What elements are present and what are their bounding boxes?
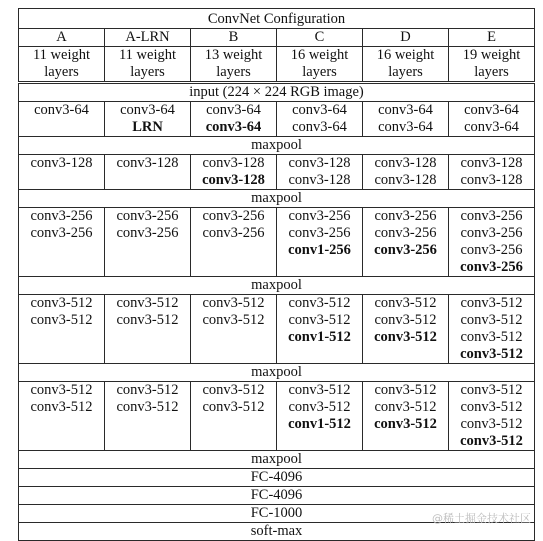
weight-count: 19 weight [462, 47, 521, 63]
maxpool-label: maxpool [19, 277, 535, 295]
conv-block-cell [19, 102, 105, 137]
conv-block-cell [449, 102, 535, 137]
classifier-label: soft-max [19, 523, 535, 541]
weight-unit: layers [474, 64, 509, 80]
layer-label: conv3-512 [202, 382, 265, 398]
layer-label: conv1-512 [288, 416, 351, 432]
layer-label: conv3-64 [292, 119, 347, 135]
conv-block-cell [277, 382, 363, 451]
layer-label: conv3-512 [30, 399, 93, 415]
layer-label: conv3-128 [30, 155, 93, 171]
weight-layers-cell [191, 47, 277, 83]
weight-layers-cell [105, 47, 191, 83]
layer-label: conv3-64 [34, 102, 89, 118]
conv-block-cell [191, 382, 277, 451]
conv-block-cell [277, 102, 363, 137]
layer-label: conv3-256 [374, 208, 437, 224]
weight-count: 13 weight [204, 47, 263, 63]
config-letter: D [363, 29, 449, 47]
classifier-label: FC-1000 [19, 505, 535, 523]
layer-label: conv3-256 [460, 242, 523, 258]
layer-label: conv3-512 [116, 295, 179, 311]
weight-count: 16 weight [290, 47, 349, 63]
layer-label: conv3-256 [460, 259, 523, 275]
weight-unit: layers [388, 64, 423, 80]
layer-label: conv3-512 [202, 295, 265, 311]
layer-label: conv3-512 [460, 416, 523, 432]
config-letter-row [19, 29, 535, 47]
conv-block-row [19, 208, 535, 277]
layer-label: conv3-64 [206, 102, 261, 118]
weight-unit: layers [302, 64, 337, 80]
conv-block-row [19, 295, 535, 364]
config-letter: A-LRN [105, 29, 191, 47]
title-row [19, 9, 535, 29]
maxpool-label: maxpool [19, 137, 535, 155]
maxpool-label: maxpool [19, 451, 535, 469]
weight-unit: layers [216, 64, 251, 80]
convnet-configuration-table [18, 8, 535, 541]
maxpool-row [19, 190, 535, 208]
layer-label: conv3-512 [460, 346, 523, 362]
layer-label: conv3-512 [202, 312, 265, 328]
layer-label: conv3-64 [120, 102, 175, 118]
weight-unit: layers [44, 64, 79, 80]
layer-label: LRN [132, 119, 163, 135]
layer-label: conv3-512 [116, 312, 179, 328]
conv-block-row [19, 382, 535, 451]
conv-block-cell [449, 382, 535, 451]
weight-count: 11 weight [118, 47, 177, 63]
watermark-text: @稀土掘金技术社区 [432, 512, 531, 525]
conv-block-cell [449, 208, 535, 277]
conv-block-cell [105, 382, 191, 451]
layer-label: conv3-512 [288, 382, 351, 398]
layer-label: conv3-256 [374, 242, 437, 258]
layer-label: conv3-512 [460, 312, 523, 328]
layer-label: conv3-256 [202, 208, 265, 224]
config-letter: E [449, 29, 535, 47]
layer-label: conv3-256 [30, 225, 93, 241]
maxpool-row [19, 277, 535, 295]
layer-label: conv3-512 [30, 382, 93, 398]
layer-label: conv3-256 [460, 225, 523, 241]
config-letter: B [191, 29, 277, 47]
conv-block-cell [191, 208, 277, 277]
conv-block-cell [449, 155, 535, 190]
layer-label: conv3-128 [288, 172, 351, 188]
layer-label: conv3-512 [288, 295, 351, 311]
conv-block-cell [105, 295, 191, 364]
layer-label: conv3-512 [374, 295, 437, 311]
conv-block-cell [363, 295, 449, 364]
layer-label: conv3-256 [460, 208, 523, 224]
layer-label: conv3-512 [460, 295, 523, 311]
conv-block-cell [363, 382, 449, 451]
layer-label: conv3-512 [374, 382, 437, 398]
layer-label: conv3-512 [202, 399, 265, 415]
layer-label: conv3-64 [464, 102, 519, 118]
input-label: input (224 × 224 RGB image) [19, 83, 535, 102]
layer-label: conv3-256 [288, 208, 351, 224]
layer-label: conv3-256 [202, 225, 265, 241]
conv-block-cell [363, 208, 449, 277]
classifier-label: FC-4096 [19, 487, 535, 505]
weight-count: 16 weight [376, 47, 435, 63]
layer-label: conv3-64 [292, 102, 347, 118]
conv-block-cell [363, 102, 449, 137]
layer-label: conv3-128 [116, 155, 179, 171]
table-title: ConvNet Configuration [19, 9, 535, 29]
classifier-row [19, 469, 535, 487]
conv-block-cell [105, 102, 191, 137]
layer-label: conv3-64 [205, 119, 262, 135]
conv-block-cell [191, 102, 277, 137]
maxpool-row [19, 451, 535, 469]
config-letter: C [277, 29, 363, 47]
layer-label: conv3-512 [374, 312, 437, 328]
input-row [19, 83, 535, 102]
layer-label: conv3-128 [374, 172, 437, 188]
layer-label: conv3-128 [374, 155, 437, 171]
layer-label: conv3-512 [30, 312, 93, 328]
weight-layers-cell [19, 47, 105, 83]
layer-label: conv1-512 [288, 329, 351, 345]
layer-label: conv3-128 [460, 155, 523, 171]
classifier-row [19, 487, 535, 505]
table-body [19, 9, 535, 541]
layer-label: conv3-512 [460, 329, 523, 345]
layer-label: conv3-128 [202, 172, 265, 188]
conv-block-row [19, 155, 535, 190]
conv-block-cell [19, 295, 105, 364]
layer-label: conv3-512 [374, 329, 437, 345]
layer-label: conv1-256 [288, 242, 351, 258]
conv-block-cell [277, 155, 363, 190]
weight-count: 11 weight [32, 47, 91, 63]
weight-unit: layers [130, 64, 165, 80]
maxpool-row [19, 137, 535, 155]
config-letter: A [19, 29, 105, 47]
layer-label: conv3-512 [30, 295, 93, 311]
layer-label: conv3-128 [202, 155, 265, 171]
conv-block-cell [19, 382, 105, 451]
layer-label: conv3-512 [374, 416, 437, 432]
conv-block-cell [191, 155, 277, 190]
layer-label: conv3-256 [116, 225, 179, 241]
layer-label: conv3-256 [288, 225, 351, 241]
conv-block-cell [449, 295, 535, 364]
conv-block-cell [191, 295, 277, 364]
layer-label: conv3-512 [116, 399, 179, 415]
layer-label: conv3-256 [30, 208, 93, 224]
conv-block-cell [19, 208, 105, 277]
conv-block-cell [105, 208, 191, 277]
layer-label: conv3-128 [288, 155, 351, 171]
classifier-label: FC-4096 [19, 469, 535, 487]
layer-label: conv3-512 [374, 399, 437, 415]
maxpool-row [19, 364, 535, 382]
layer-label: conv3-64 [464, 119, 519, 135]
layer-label: conv3-512 [288, 312, 351, 328]
layer-label: conv3-128 [460, 172, 523, 188]
weight-layers-row [19, 47, 535, 83]
conv-block-cell [277, 295, 363, 364]
layer-label: conv3-512 [460, 433, 523, 449]
weight-layers-cell [363, 47, 449, 83]
layer-label: conv3-64 [378, 119, 433, 135]
layer-label: conv3-512 [460, 399, 523, 415]
layer-label: conv3-512 [460, 382, 523, 398]
layer-label: conv3-512 [116, 382, 179, 398]
conv-block-cell [277, 208, 363, 277]
conv-block-cell [363, 155, 449, 190]
layer-label: conv3-256 [374, 225, 437, 241]
layer-label: conv3-256 [116, 208, 179, 224]
conv-block-cell [105, 155, 191, 190]
conv-block-row [19, 102, 535, 137]
layer-label: conv3-512 [288, 399, 351, 415]
layer-label: conv3-64 [378, 102, 433, 118]
weight-layers-cell [277, 47, 363, 83]
weight-layers-cell [449, 47, 535, 83]
maxpool-label: maxpool [19, 190, 535, 208]
conv-block-cell [19, 155, 105, 190]
maxpool-label: maxpool [19, 364, 535, 382]
